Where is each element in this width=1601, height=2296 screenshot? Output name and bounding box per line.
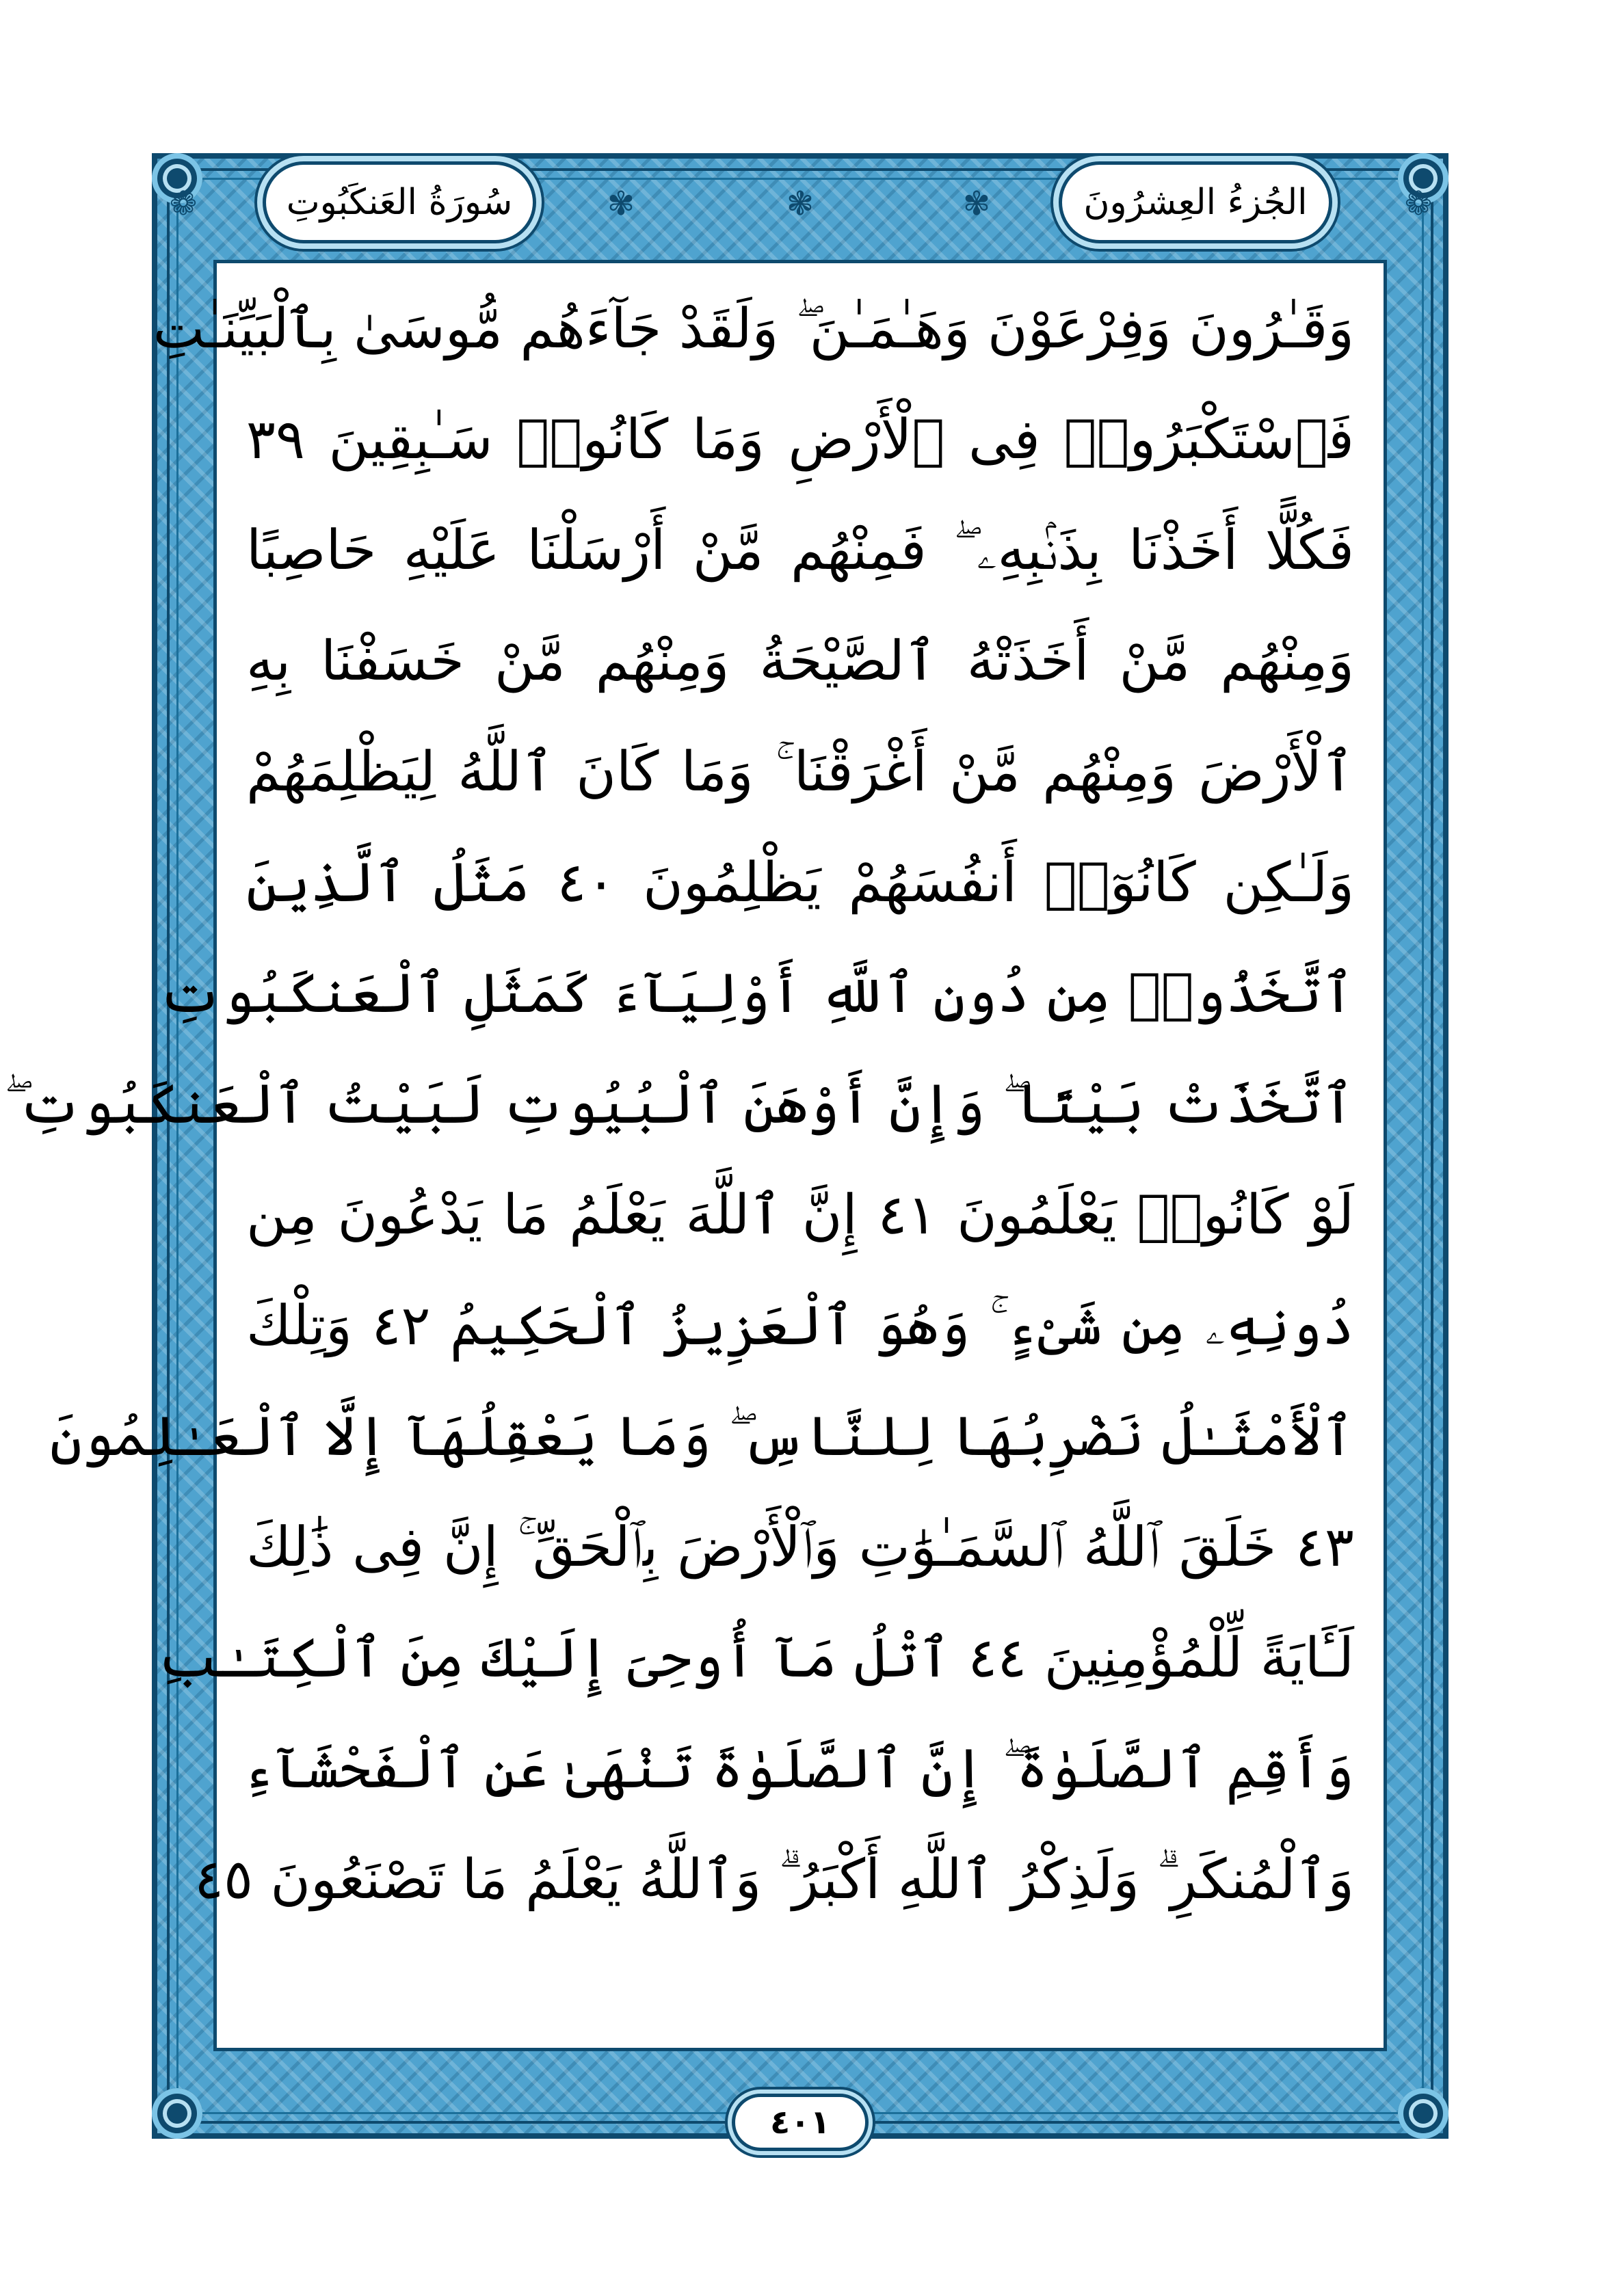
page-number: ٤٠١ xyxy=(770,2103,830,2141)
text-line: وَٱلْمُنكَرِ ۗ وَلَذِكْرُ ٱللَّهِ أَكْبَرُ ۗ وَٱللَّهُ يَعْلَمُ مَا تَصْنَعُونَ ٤٥ xyxy=(194,1847,1354,1911)
floral-ornament-icon: ❁ xyxy=(169,185,198,223)
floral-ornament-icon: ✾ xyxy=(962,185,991,223)
text-line: فَكُلًّا أَخَذْنَا بِذَنۢبِهِۦ ۖ فَمِنْهُم مَّنْ أَرْسَلْنَا عَلَيْهِ حَاصِبًا xyxy=(246,518,1354,582)
floral-ornament-icon: ❃ xyxy=(786,185,815,223)
text-line: ٱتَّخَذَتْ بَيْتًا ۖ وَإِنَّ أَوْهَنَ ٱلْبُيُوتِ لَبَيْتُ ٱلْعَنكَبُوتِ ۖ xyxy=(4,1072,1354,1136)
text-line: ٤٣ خَلَقَ ٱللَّهُ ٱلسَّمَـٰوَٰتِ وَٱلْأَرْضَ بِٱلْحَقِّ ۚ إِنَّ فِى ذَٰلِكَ xyxy=(246,1515,1354,1579)
text-line: وَلَـٰكِن كَانُوٓا۟ أَنفُسَهُمْ يَظْلِمُونَ ٤٠ مَثَلُ ٱلَّذِينَ xyxy=(246,851,1354,914)
text-line: ٱلْأَرْضَ وَمِنْهُم مَّنْ أَغْرَقْنَا ۚ وَمَا كَانَ ٱللَّهُ لِيَظْلِمَهُمْ xyxy=(246,740,1354,803)
surah-name-cartouche xyxy=(263,161,536,243)
floral-ornament-icon: ✾ xyxy=(607,185,635,223)
text-line: فَٱسْتَكْبَرُوا۟ فِى ٱلْأَرْضِ وَمَا كَانُوا۟ سَـٰبِقِينَ ٣٩ xyxy=(246,408,1354,471)
text-line: لَـَٔايَةً لِّلْمُؤْمِنِينَ ٤٤ ٱتْلُ مَآ أُوحِىَ إِلَيْكَ مِنَ ٱلْكِتَـٰبِ xyxy=(158,1626,1354,1690)
text-line: وَمِنْهُم مَّنْ أَخَذَتْهُ ٱلصَّيْحَةُ وَمِنْهُم مَّنْ خَسَفْنَا بِهِ xyxy=(246,629,1354,693)
juz-name: الجُزءُ العِشرُونَ xyxy=(1083,182,1308,223)
rosette-ornament-icon xyxy=(1398,2088,1448,2139)
quran-text-block xyxy=(4,273,1355,1935)
rosette-ornament-icon xyxy=(152,2088,202,2139)
page-number-cartouche xyxy=(732,2094,869,2151)
surah-name: سُورَةُ العَنكَبُوتِ xyxy=(286,182,513,223)
text-line: ٱتَّخَذُوا۟ مِن دُونِ ٱللَّهِ أَوْلِيَآءَ كَمَثَلِ ٱلْعَنكَبُوتِ xyxy=(158,961,1354,1025)
floral-ornament-icon: ❁ xyxy=(1404,185,1433,223)
text-line: ٱلْأَمْثَـٰلُ نَضْرِبُهَا لِلنَّاسِ ۖ وَمَا يَعْقِلُهَآ إِلَّا ٱلْعَـٰلِمُونَ xyxy=(50,1404,1354,1468)
text-line: وَقَـٰرُونَ وَفِرْعَوْنَ وَهَـٰمَـٰنَ ۖ وَلَقَدْ جَآءَهُم مُّوسَىٰ بِٱلْبَيِّنَـٰتِ xyxy=(153,297,1354,360)
juz-name-cartouche xyxy=(1059,161,1332,243)
text-line: وَأَقِمِ ٱلصَّلَوٰةَ ۖ إِنَّ ٱلصَّلَوٰةَ تَنْهَىٰ عَنِ ٱلْفَحْشَآءِ xyxy=(242,1737,1354,1800)
text-line: دُونِهِۦ مِن شَىْءٍ ۚ وَهُوَ ٱلْعَزِيزُ ٱلْحَكِيمُ ٤٢ وَتِلْكَ xyxy=(246,1294,1354,1357)
text-line: لَوْ كَانُوا۟ يَعْلَمُونَ ٤١ إِنَّ ٱللَّهَ يَعْلَمُ مَا يَدْعُونَ مِن xyxy=(246,1183,1355,1246)
